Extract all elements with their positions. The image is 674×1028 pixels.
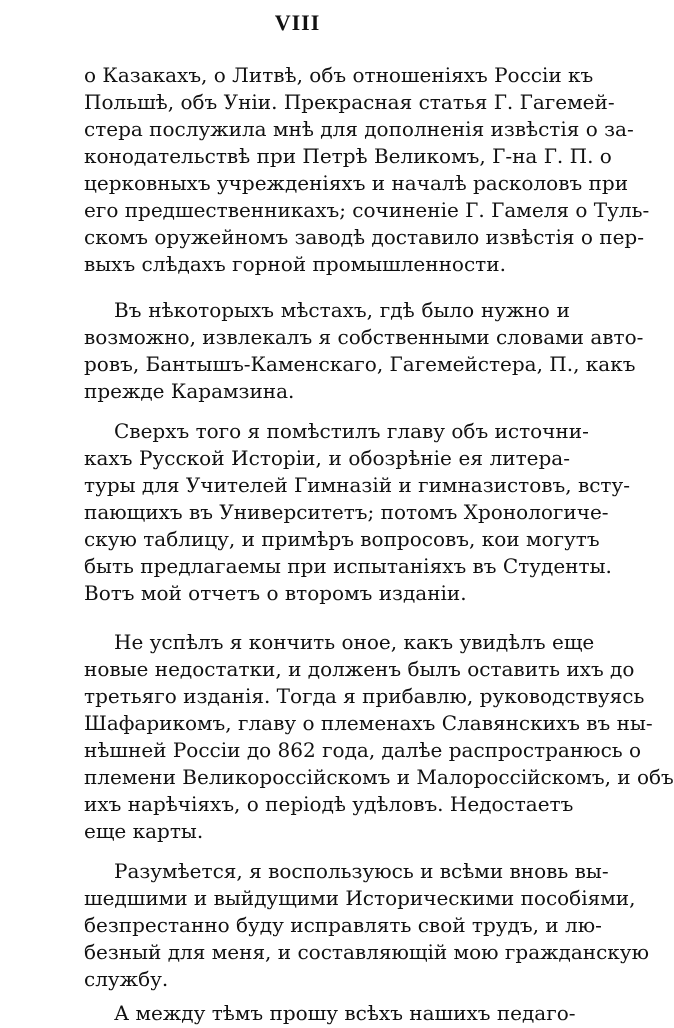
- text-line: прежде Карамзина.: [84, 379, 295, 403]
- text-line: кахъ Русской Исторіи, и обозрѣніе ея литера-: [84, 446, 570, 470]
- text-line: племени Великороссійскомъ и Малороссійскомъ, и объ: [84, 765, 674, 789]
- text-line: ровъ, Бантышъ-Каменскаго, Гагемейстера, П., какъ: [84, 352, 636, 376]
- text-line: конодательствѣ при Петрѣ Великомъ, Г-на Г. П. о: [84, 144, 612, 168]
- page-number: VIII: [274, 10, 321, 35]
- text-line: быть предлагаемы при испытаніяхъ въ Студенты.: [84, 554, 612, 578]
- text-line: безпрестанно буду исправлять свой трудъ, и лю-: [84, 913, 602, 937]
- text-line: возможно, извлекалъ я собственными словами авто-: [84, 325, 644, 349]
- text-line: Не успѣлъ я кончить оное, какъ увидѣлъ еще: [114, 630, 595, 654]
- text-line: нѣшней Россіи до 862 года, далѣе распространюсь о: [84, 738, 642, 762]
- text-line: Въ нѣкоторыхъ мѣстахъ, гдѣ было нужно и: [114, 298, 570, 322]
- text-line: выхъ слѣдахъ горной промышленности.: [84, 252, 506, 276]
- text-line: туры для Учителей Гимназій и гимназистовъ, всту-: [84, 473, 631, 497]
- text-line: третьяго изданія. Тогда я прибавлю, руководствуясь: [84, 684, 645, 708]
- text-line: шедшими и выйдущими Историческими пособіями,: [84, 886, 636, 910]
- text-line: службу.: [84, 967, 169, 991]
- text-line: Шафарикомъ, главу о племенахъ Славянскихъ въ ны-: [84, 711, 653, 735]
- text-line: пающихъ въ Университетъ; потомъ Хронологиче-: [84, 500, 609, 524]
- text-line: скомъ оружейномъ заводѣ доставило извѣстія о пер-: [84, 225, 644, 249]
- text-line: стера послужила мнѣ для дополненія извѣстія о за-: [84, 117, 634, 141]
- text-line: о Казакахъ, о Литвѣ, объ отношеніяхъ Россіи къ: [84, 63, 594, 87]
- text-line: А между тѣмъ прошу всѣхъ нашихъ педаго-: [114, 1001, 576, 1025]
- text-line: Разумѣется, я воспользуюсь и всѣми вновь вы-: [114, 859, 609, 883]
- text-line: новые недостатки, и долженъ былъ оставить ихъ до: [84, 657, 635, 681]
- text-line: скую таблицу, и примѣръ вопросовъ, кои могутъ: [84, 527, 600, 551]
- text-line: еще карты.: [84, 819, 204, 843]
- text-line: церковныхъ учрежденіяхъ и началѣ расколовъ при: [84, 171, 629, 195]
- text-line: Сверхъ того я помѣстилъ главу объ источни-: [114, 419, 589, 443]
- text-line: Польшѣ, объ Уніи. Прекрасная статья Г. Гагемей-: [84, 90, 615, 114]
- text-line: безный для меня, и составляющій мою гражданскую: [84, 940, 649, 964]
- text-line: ихъ нарѣчіяхъ, о періодѣ удѣловъ. Недостаетъ: [84, 792, 574, 816]
- text-line: его предшественникахъ; сочиненіе Г. Гамеля о Туль-: [84, 198, 650, 222]
- text-line: Вотъ мой отчетъ о второмъ изданіи.: [84, 581, 467, 605]
